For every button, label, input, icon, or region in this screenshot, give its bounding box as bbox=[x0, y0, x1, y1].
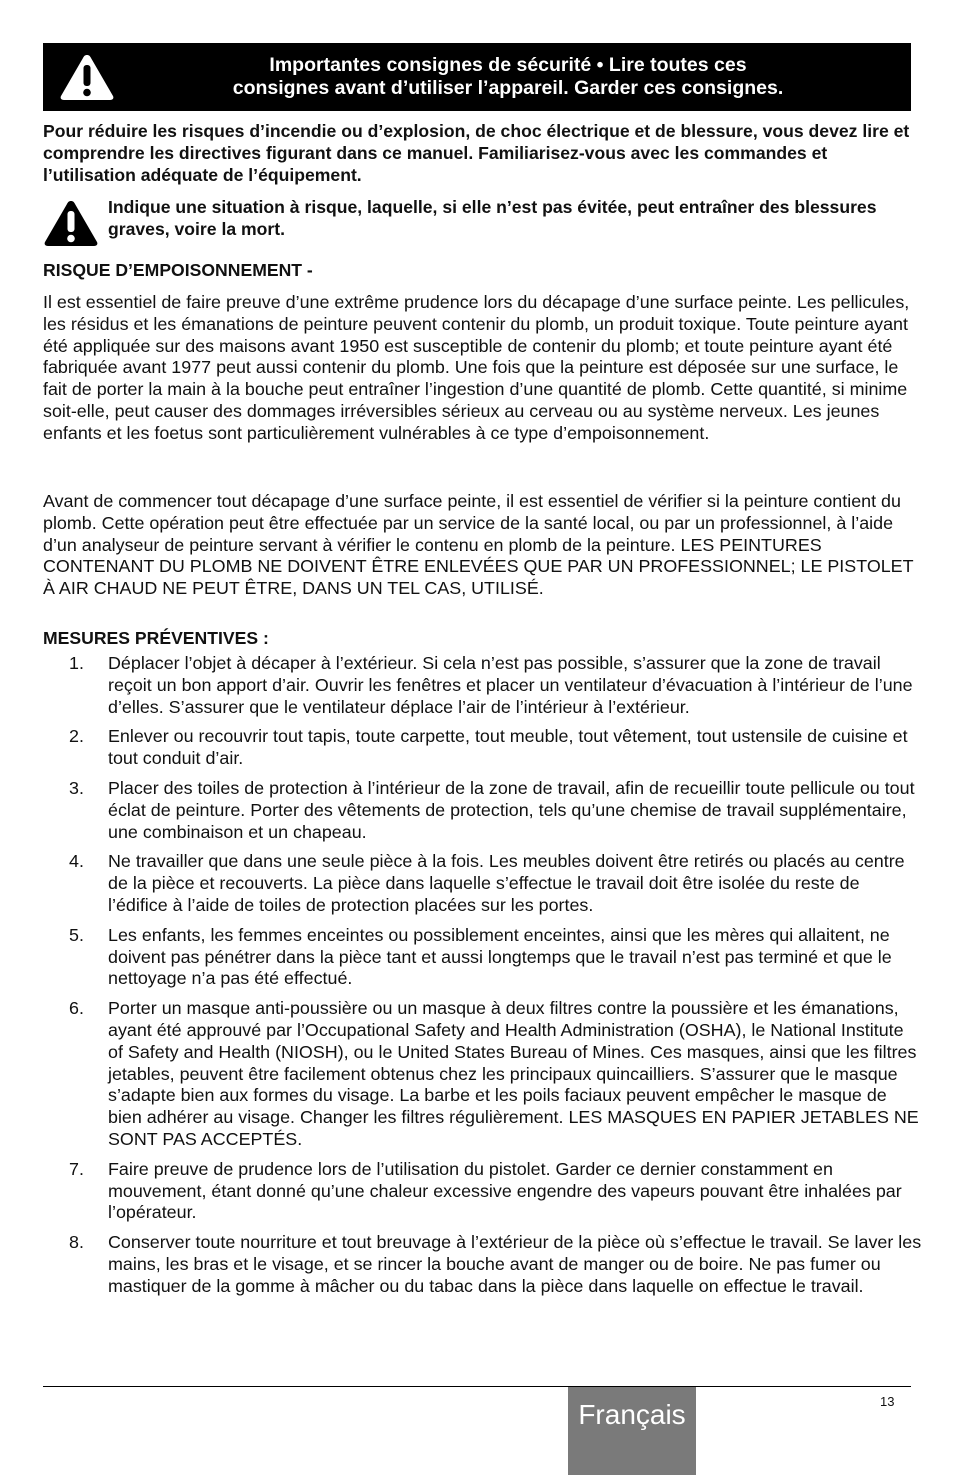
banner-line-1: Importantes consignes de sécurité • Lire toutes ces bbox=[269, 54, 747, 76]
list-item: 4. Ne travailler que dans une seule pièce à la fois. Les meubles doivent être retirés ou placés au centre de la pièce et recouverts. La pièce dans laquelle s’effectue le travail doit être isolée du reste de l’édifice à l’aide de toiles de protection placées sur les portes. bbox=[69, 851, 905, 915]
list-item: 8. Conserver toute nourriture et tout breuvage à l’extérieur de la pièce où s’effectue le travail. Se laver les mains, les bras et le visage, et se rincer la bouche avant de manger ou de boire. Ne pas fumer ou mastiquer de la gomme à mâcher ou du tabac dans la pièce dans laquelle on effectue le travail. bbox=[69, 1232, 922, 1296]
signal-text: Indique une situation à risque, laquelle, si elle n’est pas évitée, peut entraîner des blessures graves, voire la mort. bbox=[108, 197, 877, 239]
measures-list bbox=[43, 653, 923, 1306]
list-item: 3. Placer des toiles de protection à l’intérieur de la zone de travail, afin de recueillir toute pellicule ou tout éclat de peinture. Porter des vêtements de protection, tels qu’une chemise de travail supplémentaire, une combinaison et un chapeau. bbox=[69, 777, 915, 842]
intro-paragraph: Pour réduire les risques d’incendie ou d’explosion, de choc électrique et de blessure, vous devez lire et comprendre les directives figurant dans ce manuel. Familiarisez-vous avec les commandes et l’utilisation adéquate de l’équipement. bbox=[43, 121, 910, 185]
footer-rule bbox=[43, 1386, 911, 1387]
body-paragraph-2: Avant de commencer tout décapage d’une surface peinte, il est essentiel de vérifier si la peinture contient du plomb. Cette opération peut être effectuée par un service de la santé local, ou par un professionnel, à l’aide d’un analyseur de peinture servant à vérifier le contenu en plomb de la peinture. LES PEINTURES CONTENANT DU PLOMB NE DOIVENT ÊTRE ENLEVÉES QUE PAR UN PROFESSIONNEL; LE PISTOLET À AIR CHAUD NE PEUT ÊTRE, DANS UN TEL CAS, UTILISÉ. bbox=[43, 491, 914, 599]
list-item: 1. Déplacer l’objet à décaper à l’extérieur. Si cela n’est pas possible, s’assurer que la zone de travail reçoit un bon apport d’air. Ouvrir les fenêtres et placer un ventilateur d’évacuation à l’intérieur de l’une d’elles. S’assurer que le ventilateur déplace l’air de l’intérieur à l’extérieur. bbox=[69, 653, 913, 717]
list-item: 6. Porter un masque anti-poussière ou un masque à deux filtres contre la poussière et les émanations, ayant été approuvé par l’Occupational Safety and Health Administration (OSHA), le National Institute of Safety and Health (NIOSH), ou le United States Bureau of Mines. Ces masques, ainsi que les filtres jetables, peuvent être facilement obtenus chez les principaux quincailliers. S’assurer que le masque s’adapte bien aux formes du visage. La barbe et les poils faciaux peuvent empêcher le masque de bien adhérer au visage. Changer les filtres régulièrement. LES MASQUES EN PAPIER JETABLES NE SONT PAS ACCEPTÉS. bbox=[69, 998, 919, 1149]
banner-line-2: consignes avant d’utiliser l’appareil. Garder ces consignes. bbox=[232, 77, 784, 99]
lead-heading: RISQUE D’EMPOISONNEMENT - bbox=[43, 260, 313, 280]
warning-signal bbox=[43, 196, 923, 240]
list-item: 7. Faire preuve de prudence lors de l’utilisation du pistolet. Garder ce dernier constamment en mouvement, étant donné qu’une chaleur excessive engendre des vapeurs pouvant être inhalées par l’opérateur. bbox=[69, 1158, 902, 1223]
warning-triangle-icon bbox=[43, 198, 99, 248]
measures-heading: MESURES PRÉVENTIVES : bbox=[43, 628, 269, 648]
language-tab: Français bbox=[568, 1387, 696, 1475]
warning-triangle-icon bbox=[59, 52, 115, 102]
list-item: 5. Les enfants, les femmes enceintes ou possiblement enceintes, ainsi que les mères qui allaitent, ne doivent pas pénétrer dans la pièce tant et aussi longtemps que le travail n’est pas terminé et que le nettoyage n’a pas été effectué. bbox=[69, 924, 892, 989]
body-paragraph-1: Il est essentiel de faire preuve d’une extrême prudence lors du décapage d’une surface peinte. Les pellicules, les résidus et les émanations de peinture peuvent contenir du plomb, un produit toxique. Toute peinture ayant été appliquée sur des maisons avant 1950 est susceptible de contenir du plomb; et toute peinture ayant été fabriquée avant 1977 peut aussi contenir du plomb. Une fois que la peinture est déposée sur une surface, le fait de porter la main à la bouche peut entraîner l’ingestion d’une quantité de plomb. Cette quantité, si minime soit-elle, peut causer des dommages irréversibles sérieux au cerveau ou au système nerveux. Les jeunes enfants et les foetus sont particulièrement vulnérables à ce type d’empoisonnement. bbox=[43, 292, 910, 443]
page-number: 13 bbox=[880, 1394, 895, 1409]
list-item: 2. Enlever ou recouvrir tout tapis, toute carpette, tout meuble, tout vêtement, tout ustensile de cuisine et tout conduit d’air. bbox=[69, 726, 908, 769]
safety-banner bbox=[43, 43, 911, 111]
